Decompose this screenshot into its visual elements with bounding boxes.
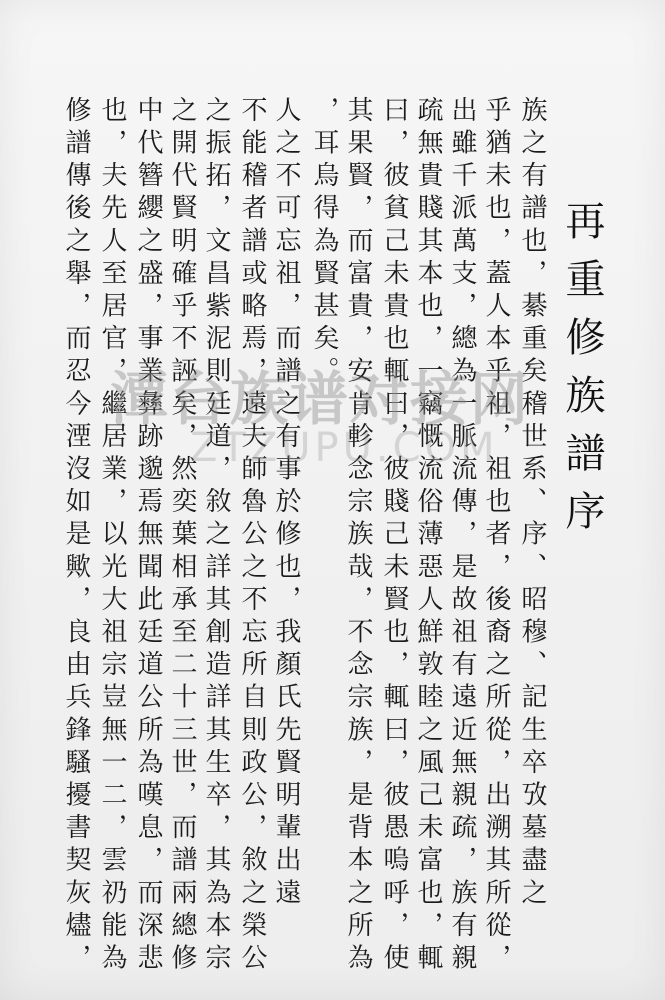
text-column-11: 之開代賢明確乎不誣矣，然奕葉相承至二十三世，而譜兩總修 (167, 96, 197, 977)
text-column-12: 中代簪纓之盛，事業彝跡邈焉無聞此廷道公所為嘆息，而深悲 (133, 96, 163, 977)
text-column-2: 乎猶未也，蓋人本乎祖，祖也者，後裔之所從，出溯其所從， (481, 96, 511, 977)
text-column-7: ，耳烏得為賢甚矣。 (309, 96, 339, 390)
text-column-9: 不能稽者譜或略焉，遠夫師魯公之不忘所自則政公，敘之榮公 (237, 96, 267, 977)
text-column-1: 族之有譜也，綦重矣稽世系、序、昭穆、記生卒攷墓盡之 (517, 96, 547, 911)
text-column-3: 出雖千派萬支，總為一脈流傳，是故祖有遠近無親疏，族有親 (447, 96, 477, 977)
text-column-10: 之振拓，文昌紫泥則廷道，敘之詳其創造詳其生卒，其為本宗 (201, 96, 231, 977)
document-title: 再重修族譜序 (559, 200, 605, 548)
watermark-text: 潭台族谱对接网 (110, 365, 531, 433)
text-column-8: 人之不可忘祖，而譜之有事於修也，我顏氏先賢明輩出遠 (271, 96, 301, 911)
text-column-4: 疏無貴賤其本也，一竊慨流俗薄惡人鮮敦睦之風己未富也，輒 (413, 96, 443, 977)
watermark-url: ZTZUPU.COM (190, 425, 499, 471)
text-column-6: 其果賢，而富貴，安肯軫念宗族哉，不念宗族，是背本之所為 (343, 96, 373, 977)
text-column-13: 也，夫先人至居官，繼居業，以光大祖宗豈無一二，雲礽能為 (97, 96, 127, 977)
text-column-5: 曰，彼貧己未貴也輒曰，彼賤己未賢也，輒曰，彼愚嗚呼，使 (379, 96, 409, 977)
text-column-14: 修譜傳後之舉，而忍今湮沒如是歟，良由兵鋒騷擾書契灰燼， (61, 96, 91, 977)
